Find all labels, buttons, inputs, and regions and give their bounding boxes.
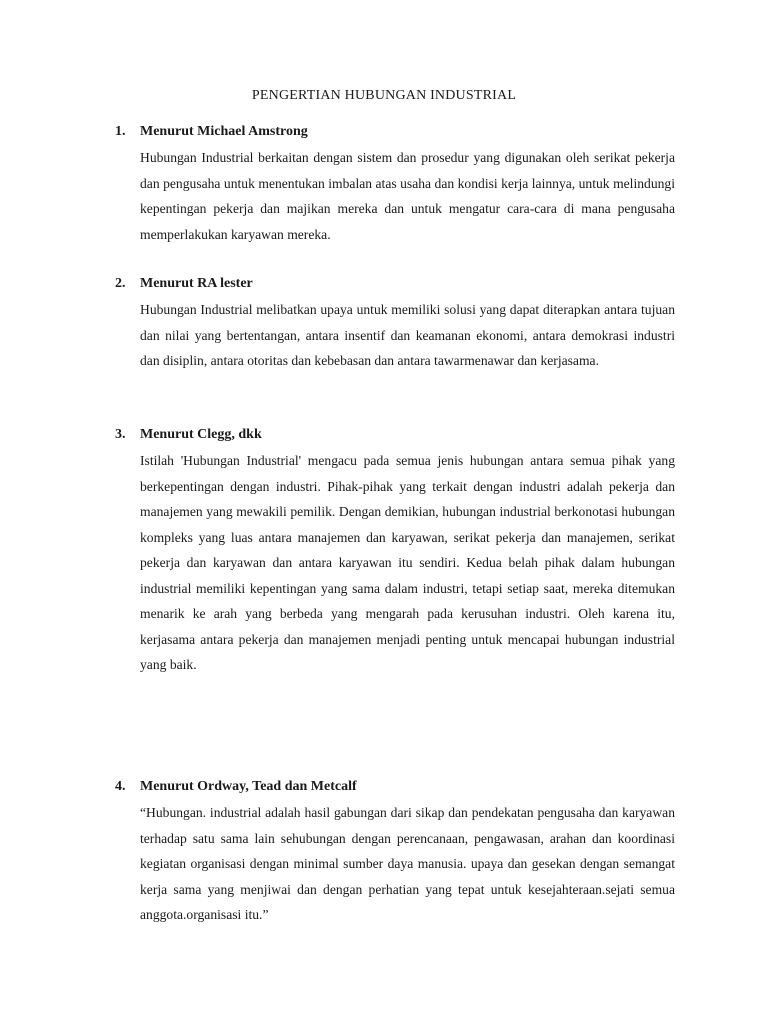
section-heading: Menurut Ordway, Tead dan Metcalf bbox=[140, 779, 357, 794]
section-heading: Menurut Michael Amstrong bbox=[140, 124, 308, 139]
section-number: 2. bbox=[115, 276, 126, 291]
section-heading: Menurut RA lester bbox=[140, 276, 253, 291]
section-number: 4. bbox=[115, 779, 126, 794]
section-paragraph: Istilah 'Hubungan Industrial' mengacu pada semua jenis hubungan antara semua pihak yang berkepentingan dengan industri. Pihak-pihak yang terkait dengan industri adalah pekerja dan manajemen yang mewakili pemilik. Dengan demikian, hubungan industrial berkonotasi hubungan kompleks yang luas antara manajemen dan karyawan, serikat pekerja dan manajemen, serikat pekerja dan karyawan dan antara karyawan itu sendiri. Kedua belah pihak dalam hubungan industrial memiliki kepentingan yang sama dalam industri, tetapi setiap saat, mereka ditemukan menarik ke arah yang berbeda yang mengarah pada kerusuhan industri. Oleh karena itu, kerjasama antara pekerja dan manajemen menjadi penting untuk mencapai hubungan industrial yang baik. bbox=[140, 453, 675, 672]
section-paragraph: “Hubungan. industrial adalah hasil gabungan dari sikap dan pendekatan pengusaha dan karyawan terhadap satu sama lain sehubungan dengan perencanaan, pengawasan, arahan dan koordinasi kegiatan organisasi dengan minimal sumber daya manusia. upaya dan gesekan dengan semangat kerja sama yang menjiwai dan dengan perhatian yang tepat untuk kesejahteraan.sejati semua anggota.organisasi itu.” bbox=[140, 805, 675, 922]
section-number: 3. bbox=[115, 427, 126, 442]
section-paragraph: Hubungan Industrial berkaitan dengan sistem dan prosedur yang digunakan oleh serikat pekerja dan pengusaha untuk menentukan imbalan atas usaha dan kondisi kerja lainnya, untuk melindungi kepentingan pekerja dan majikan mereka dan untuk mengatur cara-cara di mana pengusaha memperlakukan karyawan mereka. bbox=[140, 150, 675, 242]
section-number: 1. bbox=[115, 124, 126, 139]
document-title: PENGERTIAN HUBUNGAN INDUSTRIAL bbox=[251, 88, 517, 103]
section-paragraph: Hubungan Industrial melibatkan upaya untuk memiliki solusi yang dapat diterapkan antara tujuan dan nilai yang bertentangan, antara insentif dan keamanan ekonomi, antara demokrasi industri dan disiplin, antara otoritas dan kebebasan dan antara tawarmenawar dan kerjasama. bbox=[140, 302, 675, 368]
section-heading: Menurut Clegg, dkk bbox=[140, 427, 262, 442]
